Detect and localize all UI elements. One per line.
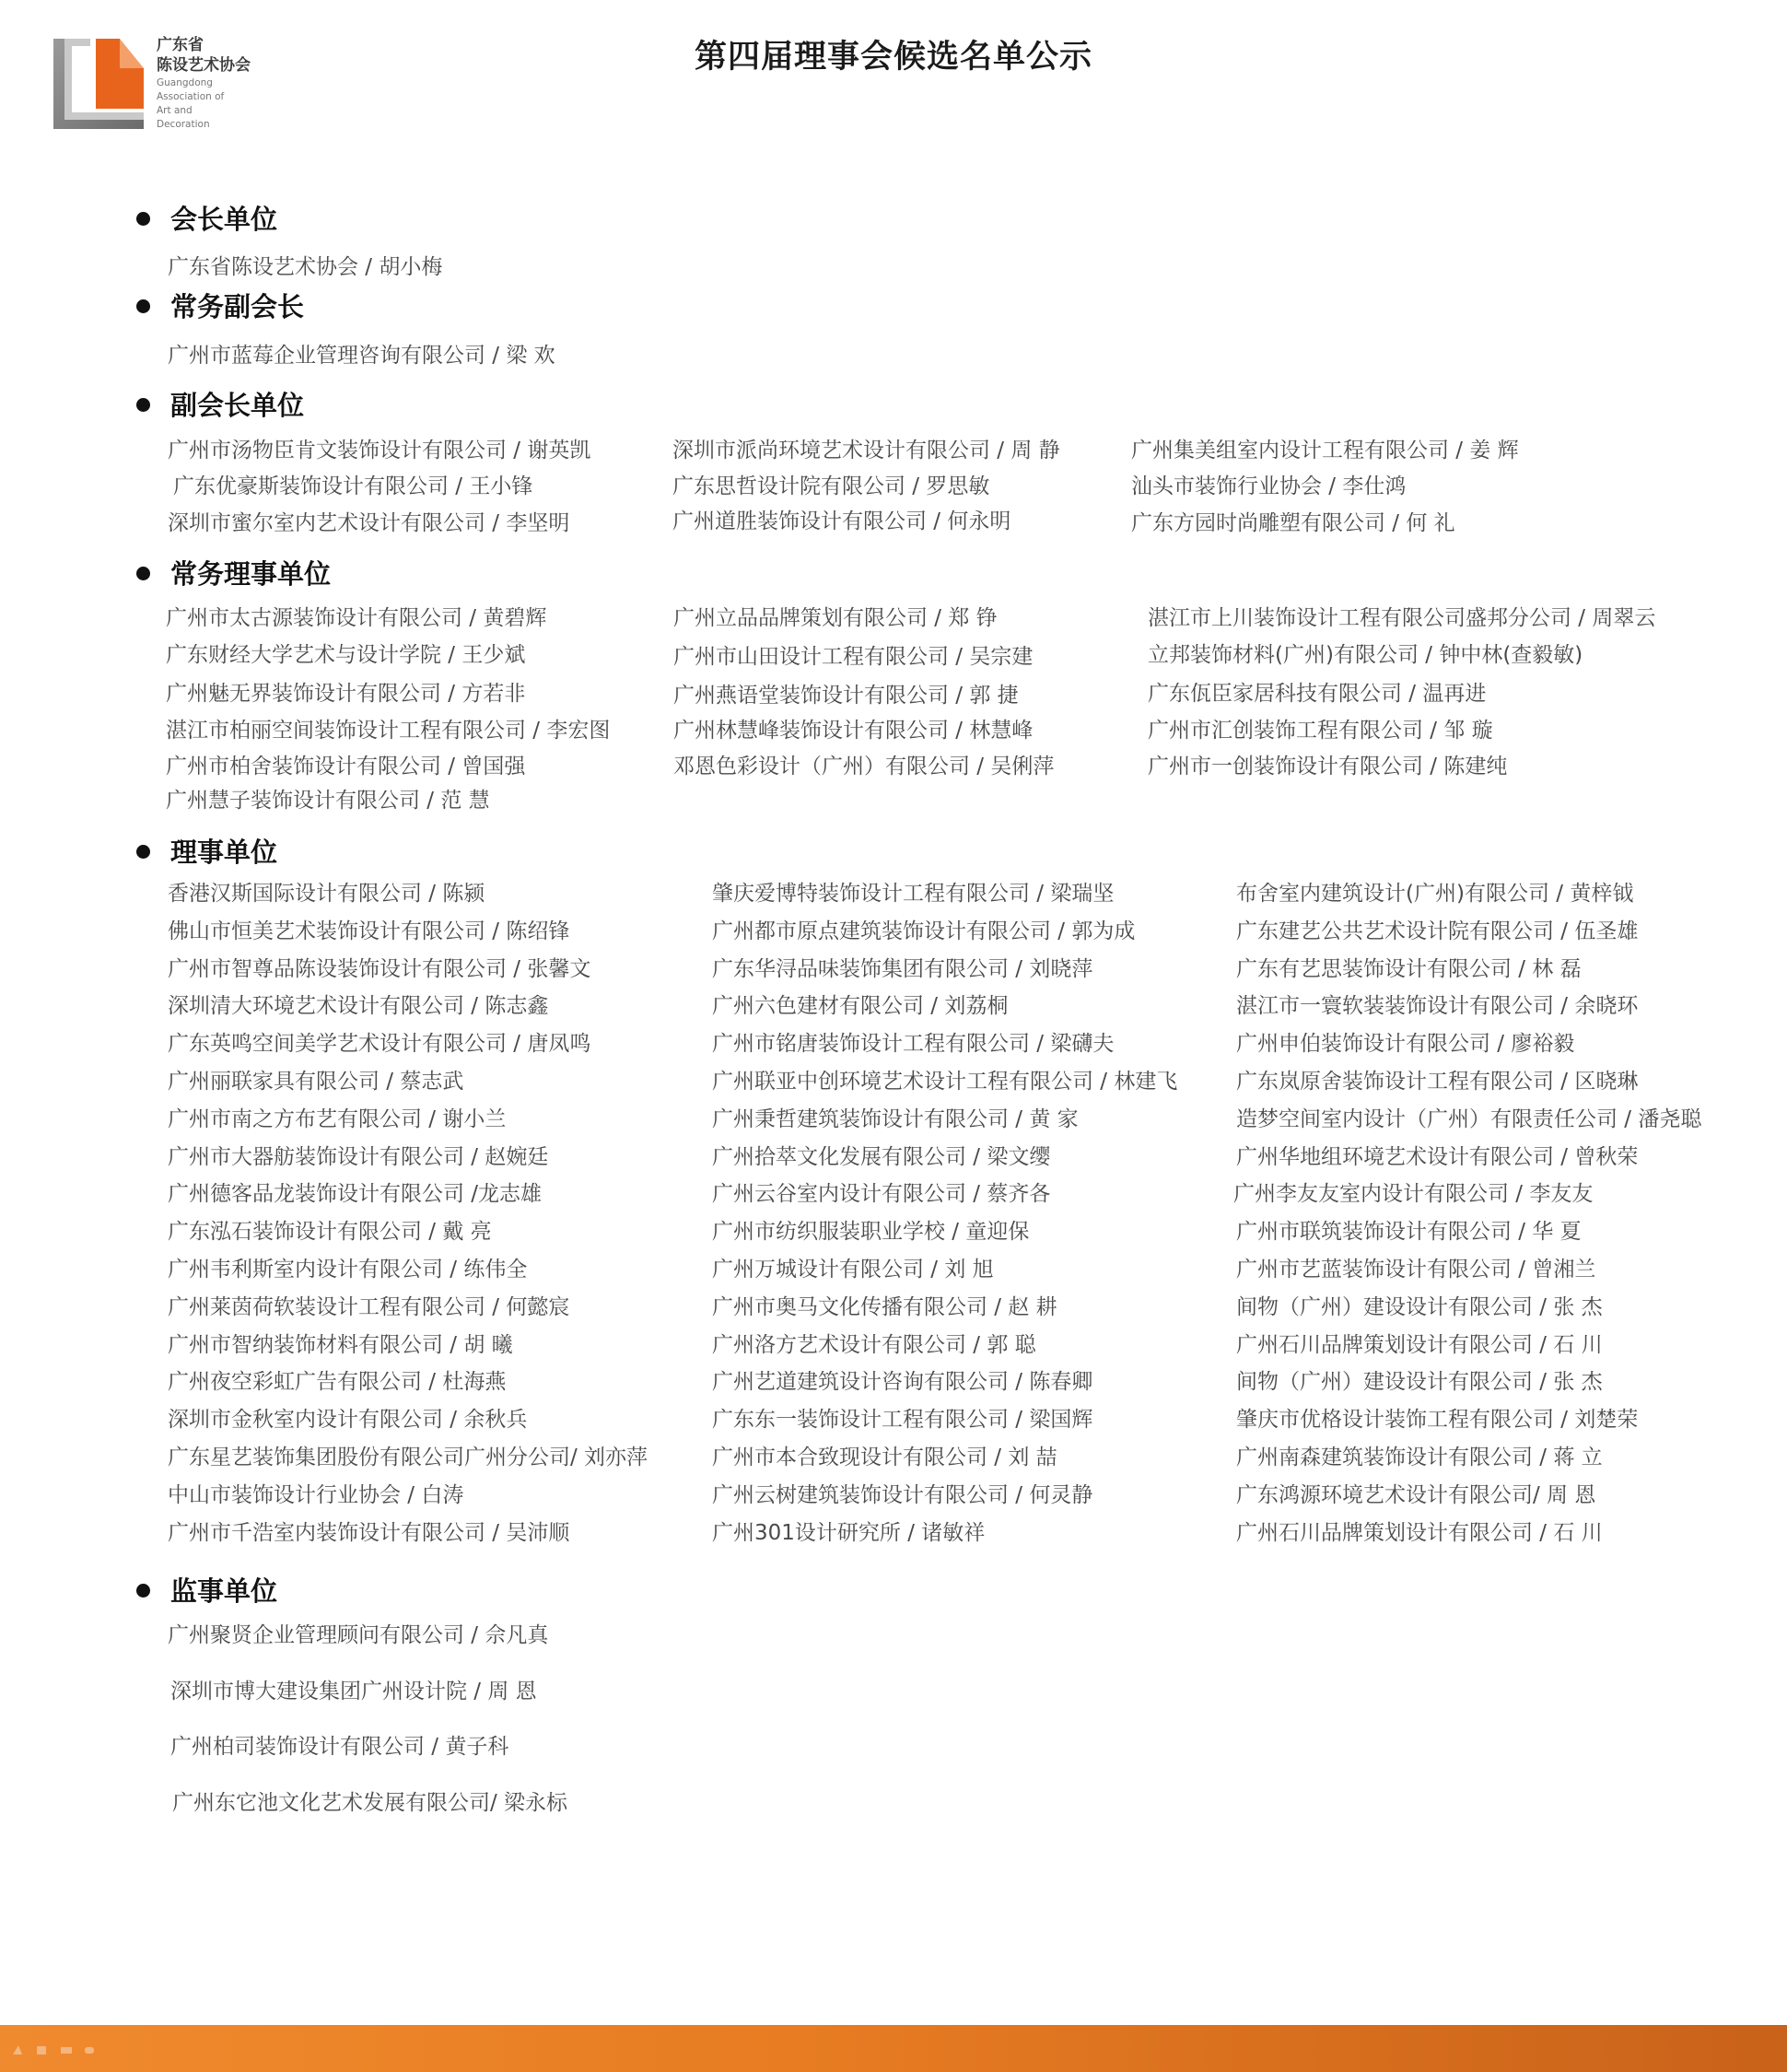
entry-item: 广州集美组室内设计工程有限公司 / 姜 辉 [1131,439,1519,462]
section-heading [136,288,304,325]
entry-item: 广州聚贤企业管理顾问有限公司 / 佘凡真 [168,1623,549,1647]
entry-item: 深圳市蜜尔室内艺术设计有限公司 / 李坚明 [168,511,570,535]
entry-item: 广州道胜装饰设计有限公司 / 何永明 [672,509,1011,533]
entry-item: 肇庆市优格设计装饰工程有限公司 / 刘楚荣 [1236,1408,1639,1432]
footer-bar [0,2025,1787,2072]
entry-item: 广州市艺蓝装饰设计有限公司 / 曾湘兰 [1236,1258,1596,1282]
entry-item: 广东优豪斯装饰设计有限公司 / 王小锋 [173,474,533,498]
entry-item: 广州拾萃文化发展有限公司 / 梁文缨 [712,1145,1051,1169]
entry-item: 广州市铭唐装饰设计工程有限公司 / 梁礴夫 [712,1032,1115,1056]
entry-item: 广州丽联家具有限公司 / 蔡志武 [168,1070,464,1094]
entry-item: 深圳清大环境艺术设计有限公司 / 陈志鑫 [168,994,549,1018]
entry-item: 广东泓石装饰设计有限公司 / 戴 亮 [168,1220,492,1244]
entry-item: 广东有艺思装饰设计有限公司 / 林 磊 [1236,957,1582,981]
entry-item: 广州市南之方布艺有限公司 / 谢小兰 [168,1107,507,1131]
section-heading [136,834,277,871]
entry-item: 广州市汤物臣肯文装饰设计有限公司 / 谢英凯 [168,439,591,462]
bullet-icon [136,1584,150,1598]
logo-name-en-1: Guangdong [157,77,213,88]
entry-item: 邓恩色彩设计（广州）有限公司 / 吴俐萍 [673,755,1055,778]
entry-item: 广州市本合致现设计有限公司 / 刘 喆 [712,1446,1057,1469]
entry-item: 广东建艺公共艺术设计院有限公司 / 伍圣雄 [1236,919,1639,943]
entry-item: 广东岚原舍装饰设计工程有限公司 / 区晓琳 [1236,1070,1639,1094]
entry-item: 广州云树建筑装饰设计有限公司 / 何灵静 [712,1483,1093,1507]
entry-item: 广州华地组环境艺术设计有限公司 / 曾秋荣 [1236,1145,1639,1169]
entry-item: 广州魅无界装饰设计有限公司 / 方若非 [166,682,526,706]
entry-item: 湛江市一寰软装装饰设计有限公司 / 余晓环 [1236,994,1639,1018]
page-title: 第四届理事会候选名单公示 [694,39,1092,76]
entry-item: 广州石川品牌策划设计有限公司 / 石 川 [1236,1333,1603,1357]
entry-item: 广州东它池文化艺术发展有限公司/ 梁永标 [172,1791,568,1815]
entry-item: 广东东一装饰设计工程有限公司 / 梁国辉 [712,1408,1093,1432]
bullet-icon [136,212,150,226]
entry-item: 广州市智纳装饰材料有限公司 / 胡 曦 [168,1333,513,1357]
entry-item: 广东星艺装饰集团股份有限公司广州分公司/ 刘亦萍 [168,1446,648,1469]
section-heading-text: 理事单位 [170,837,278,868]
entry-item: 汕头市装饰行业协会 / 李仕鸿 [1131,474,1407,498]
entry-item: 中山市装饰设计行业协会 / 白涛 [168,1483,464,1507]
entry-item: 广州市一创装饰设计有限公司 / 陈建纯 [1148,755,1508,778]
entry-item: 广州都市原点建筑装饰设计有限公司 / 郭为成 [712,919,1136,943]
entry-item: 广州莱茵荷软装设计工程有限公司 / 何懿宸 [168,1295,570,1319]
entry-item: 广州立品品牌策划有限公司 / 郑 铮 [673,606,998,630]
entry-item: 广州李友友室内设计有限公司 / 李友友 [1233,1182,1594,1206]
section-heading-text: 会长单位 [170,204,278,235]
bullet-icon [136,299,150,313]
section-heading-text: 常务理事单位 [170,558,332,590]
entry-item: 间物（广州）建设设计有限公司 / 张 杰 [1236,1295,1603,1319]
entry-item: 广州联亚中创环境艺术设计工程有限公司 / 林建飞 [712,1070,1178,1094]
entry-item: 间物（广州）建设设计有限公司 / 张 杰 [1236,1370,1603,1394]
entry-item: 湛江市柏丽空间装饰设计工程有限公司 / 李宏图 [166,719,611,743]
section-heading [136,387,304,424]
footer-toolbar-icons [13,2043,123,2056]
entry-item: 广州艺道建筑设计咨询有限公司 / 陈春卿 [712,1370,1093,1394]
entry-item: 广州秉哲建筑装饰设计有限公司 / 黄 家 [712,1107,1079,1131]
entry-item: 广州洛方艺术设计有限公司 / 郭 聪 [712,1333,1036,1357]
section-heading-text: 副会长单位 [170,390,305,421]
entry-item: 广州燕语堂装饰设计有限公司 / 郭 捷 [673,684,1019,708]
entry-item: 广州市大器舫装饰设计有限公司 / 赵婉廷 [168,1145,549,1169]
bullet-icon [136,567,150,580]
entry-item: 广东方园时尚雕塑有限公司 / 何 礼 [1131,511,1455,535]
entry-item: 广州林慧峰装饰设计有限公司 / 林慧峰 [673,719,1034,743]
entry-item: 广州市柏舍装饰设计有限公司 / 曾国强 [166,755,526,778]
entry-item: 广东思哲设计院有限公司 / 罗思敏 [672,474,990,498]
entry-item: 广州市山田设计工程有限公司 / 吴宗建 [673,645,1034,669]
logo-name-en-3: Art and [157,105,193,116]
entry-item: 广州万城设计有限公司 / 刘 旭 [712,1258,994,1282]
entry-item: 布舍室内建筑设计(广州)有限公司 / 黄梓钺 [1236,882,1634,906]
entry-item: 造梦空间室内设计（广州）有限责任公司 / 潘尧聪 [1236,1107,1702,1131]
entry-item: 立邦装饰材料(广州)有限公司 / 钟中林(查毅敏) [1148,643,1583,667]
entry-item: 广州申伯装饰设计有限公司 / 廖裕毅 [1236,1032,1575,1056]
entry-item: 肇庆爱博特装饰设计工程有限公司 / 梁瑞坚 [712,882,1115,906]
entry-item: 广州301设计研究所 / 诸敏祥 [712,1521,986,1545]
entry-item: 广州德客品龙装饰设计有限公司 /龙志雄 [168,1182,543,1206]
entry-item: 深圳市博大建设集团广州设计院 / 周 恩 [170,1680,537,1703]
entry-item: 深圳市派尚环境艺术设计有限公司 / 周 静 [672,439,1060,462]
entry-item: 广州韦利斯室内设计有限公司 / 练伟全 [168,1258,528,1282]
entry-item: 香港汉斯国际设计有限公司 / 陈颍 [168,882,485,906]
logo-name-cn-2: 陈设艺术协会 [157,56,251,75]
logo-name-cn-1: 广东省 [157,36,204,54]
entry-item: 湛江市上川装饰设计工程有限公司盛邦分公司 / 周翠云 [1148,606,1656,630]
bullet-icon [136,845,150,859]
entry-item: 广州云谷室内设计有限公司 / 蔡齐各 [712,1182,1051,1206]
entry-item: 广州市奥马文化传播有限公司 / 赵 耕 [712,1295,1057,1319]
section-heading-text: 常务副会长 [170,291,305,322]
entry-item: 广东英鸣空间美学艺术设计有限公司 / 唐凤鸣 [168,1032,591,1056]
entry-item: 广州六色建材有限公司 / 刘荔桐 [712,994,1009,1018]
entry-item: 佛山市恒美艺术装饰设计有限公司 / 陈绍锋 [168,919,570,943]
entry-item: 广州柏司装饰设计有限公司 / 黄子科 [170,1735,509,1759]
entry-item: 广东佤臣家居科技有限公司 / 温再进 [1148,682,1487,706]
entry-item: 深圳市金秋室内设计有限公司 / 余秋兵 [168,1408,528,1432]
entry-item: 广州慧子装饰设计有限公司 / 范 慧 [166,789,490,813]
entry-item: 广州市联筑装饰设计有限公司 / 华 夏 [1236,1220,1582,1244]
entry-item: 广州市蓝莓企业管理咨询有限公司 / 梁 欢 [168,344,555,368]
entry-item: 广州南森建筑装饰设计有限公司 / 蒋 立 [1236,1446,1603,1469]
section-heading [136,1573,277,1610]
bullet-icon [136,398,150,412]
logo-name-en-2: Association of [157,91,225,102]
logo-name-en-4: Decoration [157,119,210,130]
entry-item: 广州夜空彩虹广告有限公司 / 杜海燕 [168,1370,507,1394]
section-heading [136,201,277,238]
entry-item: 广东鸿源环境艺术设计有限公司/ 周 恩 [1236,1483,1596,1507]
entry-item: 广州市纺织服装职业学校 / 童迎保 [712,1220,1030,1244]
entry-item: 广东省陈设艺术协会 / 胡小梅 [168,255,443,279]
entry-item: 广州市千浩室内装饰设计有限公司 / 吴沛顺 [168,1521,570,1545]
entry-item: 广州市太古源装饰设计有限公司 / 黄碧辉 [166,606,547,630]
entry-item: 广州市智尊品陈设装饰设计有限公司 / 张馨文 [168,957,591,981]
section-heading-text: 监事单位 [170,1575,278,1607]
entry-item: 广州石川品牌策划设计有限公司 / 石 川 [1236,1521,1603,1545]
entry-item: 广东财经大学艺术与设计学院 / 王少斌 [166,643,526,667]
entry-item: 广州市汇创装饰工程有限公司 / 邹 璇 [1148,719,1493,743]
section-heading [136,556,331,592]
entry-item: 广东华浔品味装饰集团有限公司 / 刘晓萍 [712,957,1093,981]
